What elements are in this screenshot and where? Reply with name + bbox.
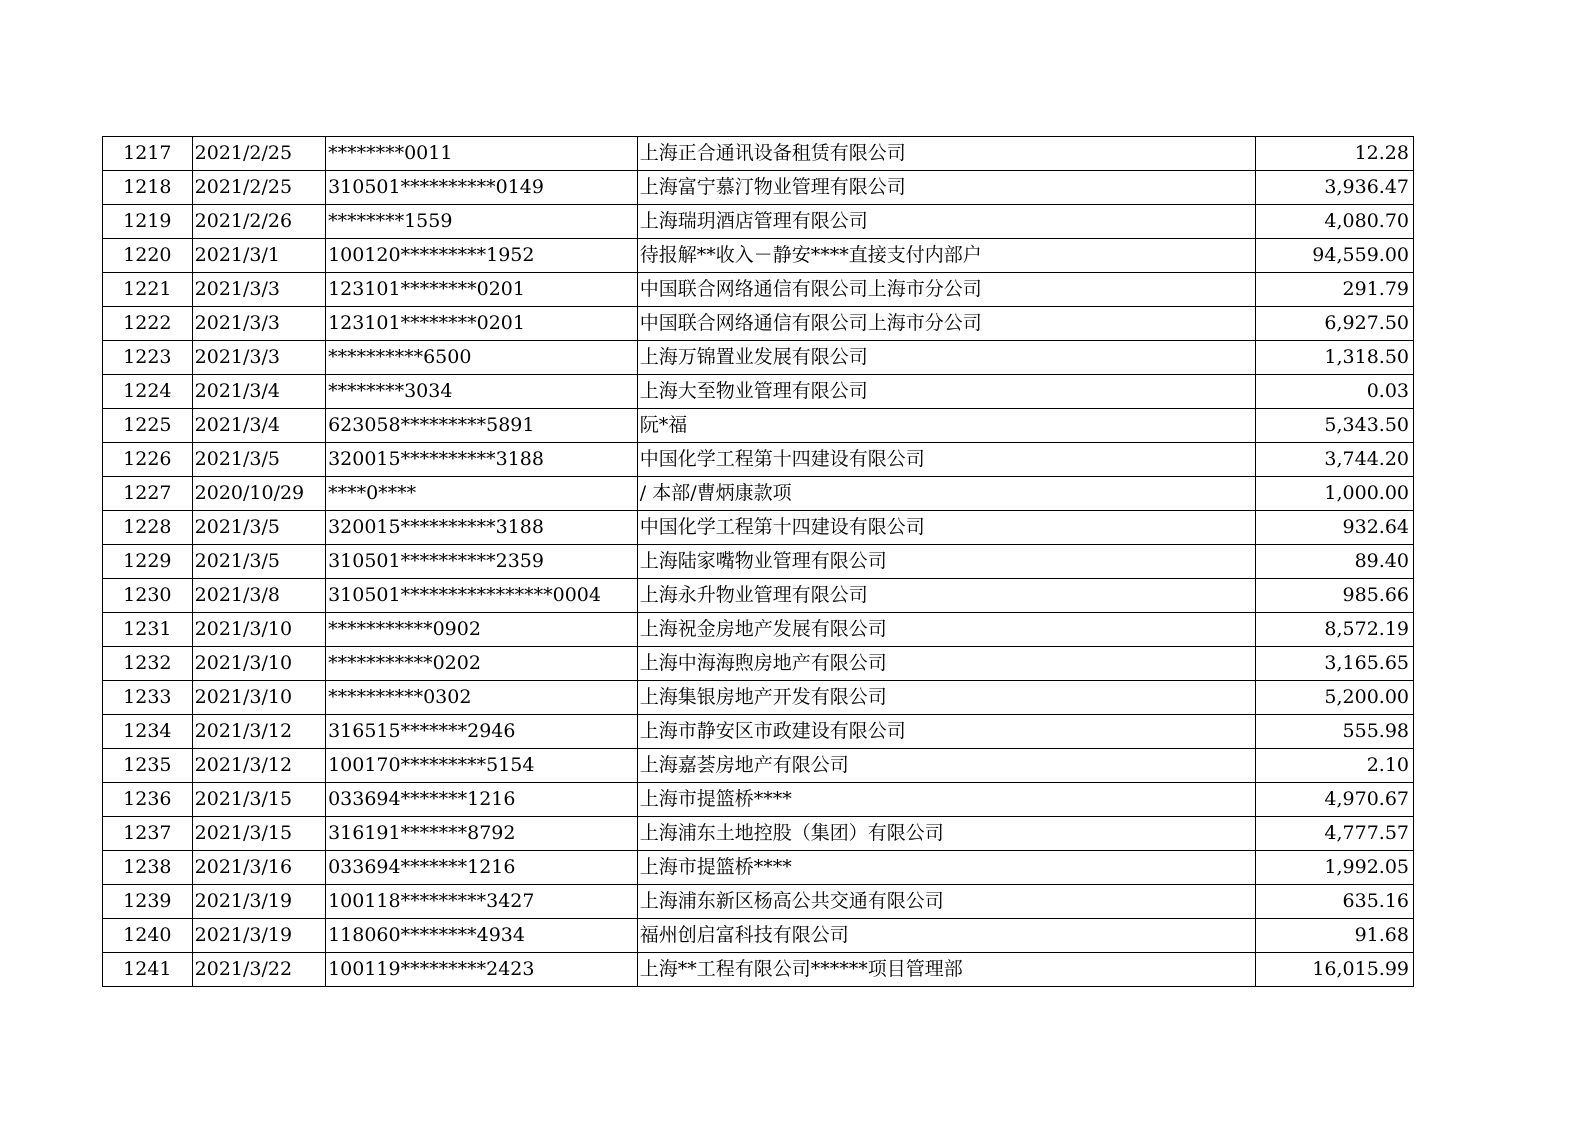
table-row <box>103 409 1414 443</box>
table-row <box>103 545 1414 579</box>
table-row <box>103 239 1414 273</box>
date-cell: 2021/3/22 <box>192 953 325 987</box>
account-number-cell: 118060********4934 <box>326 919 638 953</box>
account-number-cell: 100170*********5154 <box>326 749 638 783</box>
table-row <box>103 579 1414 613</box>
date-cell: 2021/3/3 <box>192 341 325 375</box>
row-number-cell: 1217 <box>103 137 193 171</box>
payer-name-cell: 上海正合通讯设备租赁有限公司 <box>637 137 1255 171</box>
table-row <box>103 851 1414 885</box>
payer-name-cell: 中国化学工程第十四建设有限公司 <box>637 443 1255 477</box>
table-row <box>103 273 1414 307</box>
amount-cell: 3,936.47 <box>1256 171 1414 205</box>
amount-cell: 5,343.50 <box>1256 409 1414 443</box>
date-cell: 2021/2/26 <box>192 205 325 239</box>
date-cell: 2021/3/8 <box>192 579 325 613</box>
amount-cell: 291.79 <box>1256 273 1414 307</box>
payer-name-cell: 上海富宁慕汀物业管理有限公司 <box>637 171 1255 205</box>
table-row <box>103 749 1414 783</box>
table-row <box>103 511 1414 545</box>
payer-name-cell: 上海集银房地产开发有限公司 <box>637 681 1255 715</box>
row-number-cell: 1236 <box>103 783 193 817</box>
date-cell: 2021/3/1 <box>192 239 325 273</box>
account-number-cell: 100120*********1952 <box>326 239 638 273</box>
account-number-cell: ********1559 <box>326 205 638 239</box>
payer-name-cell: 上海瑞玥酒店管理有限公司 <box>637 205 1255 239</box>
account-number-cell: **********6500 <box>326 341 638 375</box>
amount-cell: 3,165.65 <box>1256 647 1414 681</box>
amount-cell: 2.10 <box>1256 749 1414 783</box>
row-number-cell: 1222 <box>103 307 193 341</box>
amount-cell: 12.28 <box>1256 137 1414 171</box>
amount-cell: 8,572.19 <box>1256 613 1414 647</box>
amount-cell: 16,015.99 <box>1256 953 1414 987</box>
amount-cell: 6,927.50 <box>1256 307 1414 341</box>
row-number-cell: 1234 <box>103 715 193 749</box>
account-number-cell: 033694*******1216 <box>326 851 638 885</box>
table-row <box>103 613 1414 647</box>
row-number-cell: 1239 <box>103 885 193 919</box>
table-row <box>103 919 1414 953</box>
amount-cell: 0.03 <box>1256 375 1414 409</box>
amount-cell: 555.98 <box>1256 715 1414 749</box>
row-number-cell: 1219 <box>103 205 193 239</box>
date-cell: 2020/10/29 <box>192 477 325 511</box>
row-number-cell: 1240 <box>103 919 193 953</box>
row-number-cell: 1226 <box>103 443 193 477</box>
amount-cell: 1,318.50 <box>1256 341 1414 375</box>
amount-cell: 3,744.20 <box>1256 443 1414 477</box>
row-number-cell: 1218 <box>103 171 193 205</box>
row-number-cell: 1225 <box>103 409 193 443</box>
date-cell: 2021/3/19 <box>192 885 325 919</box>
account-number-cell: ***********0202 <box>326 647 638 681</box>
date-cell: 2021/3/5 <box>192 511 325 545</box>
amount-cell: 985.66 <box>1256 579 1414 613</box>
row-number-cell: 1238 <box>103 851 193 885</box>
payer-name-cell: 上海陆家嘴物业管理有限公司 <box>637 545 1255 579</box>
row-number-cell: 1231 <box>103 613 193 647</box>
amount-cell: 5,200.00 <box>1256 681 1414 715</box>
date-cell: 2021/3/4 <box>192 375 325 409</box>
payer-name-cell: 上海浦东新区杨高公共交通有限公司 <box>637 885 1255 919</box>
payer-name-cell: 上海浦东土地控股（集团）有限公司 <box>637 817 1255 851</box>
account-number-cell: ***********0902 <box>326 613 638 647</box>
payer-name-cell: 上海**工程有限公司******项目管理部 <box>637 953 1255 987</box>
payer-name-cell: 上海万锦置业发展有限公司 <box>637 341 1255 375</box>
table-row <box>103 817 1414 851</box>
payer-name-cell: 上海永升物业管理有限公司 <box>637 579 1255 613</box>
row-number-cell: 1235 <box>103 749 193 783</box>
row-number-cell: 1237 <box>103 817 193 851</box>
date-cell: 2021/3/3 <box>192 307 325 341</box>
amount-cell: 1,000.00 <box>1256 477 1414 511</box>
date-cell: 2021/3/12 <box>192 715 325 749</box>
table-row <box>103 307 1414 341</box>
account-number-cell: ********3034 <box>326 375 638 409</box>
payer-name-cell: 中国联合网络通信有限公司上海市分公司 <box>637 273 1255 307</box>
data-table <box>102 136 1414 987</box>
date-cell: 2021/3/4 <box>192 409 325 443</box>
payer-name-cell: 上海市提篮桥**** <box>637 783 1255 817</box>
date-cell: 2021/3/5 <box>192 545 325 579</box>
date-cell: 2021/2/25 <box>192 171 325 205</box>
account-number-cell: 310501****************0004 <box>326 579 638 613</box>
table-row <box>103 715 1414 749</box>
table-row <box>103 341 1414 375</box>
date-cell: 2021/3/15 <box>192 817 325 851</box>
table-row <box>103 885 1414 919</box>
table-row <box>103 375 1414 409</box>
table-body <box>103 137 1414 987</box>
amount-cell: 89.40 <box>1256 545 1414 579</box>
row-number-cell: 1227 <box>103 477 193 511</box>
amount-cell: 4,777.57 <box>1256 817 1414 851</box>
payer-name-cell: 中国联合网络通信有限公司上海市分公司 <box>637 307 1255 341</box>
payer-name-cell: 待报解**收入－静安****直接支付内部户 <box>637 239 1255 273</box>
account-number-cell: 310501**********2359 <box>326 545 638 579</box>
account-number-cell: ********0011 <box>326 137 638 171</box>
row-number-cell: 1229 <box>103 545 193 579</box>
account-number-cell: 623058*********5891 <box>326 409 638 443</box>
table-row <box>103 137 1414 171</box>
table-row <box>103 477 1414 511</box>
payer-name-cell: 上海市静安区市政建设有限公司 <box>637 715 1255 749</box>
payer-name-cell: 上海大至物业管理有限公司 <box>637 375 1255 409</box>
payer-name-cell: 福州创启富科技有限公司 <box>637 919 1255 953</box>
table-row <box>103 205 1414 239</box>
payer-name-cell: 上海嘉荟房地产有限公司 <box>637 749 1255 783</box>
account-number-cell: 100119*********2423 <box>326 953 638 987</box>
account-number-cell: 316515*******2946 <box>326 715 638 749</box>
row-number-cell: 1233 <box>103 681 193 715</box>
table-row <box>103 953 1414 987</box>
amount-cell: 4,080.70 <box>1256 205 1414 239</box>
row-number-cell: 1228 <box>103 511 193 545</box>
date-cell: 2021/3/10 <box>192 647 325 681</box>
account-number-cell: 033694*******1216 <box>326 783 638 817</box>
account-number-cell: 320015**********3188 <box>326 511 638 545</box>
date-cell: 2021/3/19 <box>192 919 325 953</box>
row-number-cell: 1221 <box>103 273 193 307</box>
payer-name-cell: 上海祝金房地产发展有限公司 <box>637 613 1255 647</box>
row-number-cell: 1230 <box>103 579 193 613</box>
date-cell: 2021/3/3 <box>192 273 325 307</box>
amount-cell: 1,992.05 <box>1256 851 1414 885</box>
account-number-cell: 123101********0201 <box>326 307 638 341</box>
payer-name-cell: / 本部/曹炳康款项 <box>637 477 1255 511</box>
table-row <box>103 783 1414 817</box>
amount-cell: 4,970.67 <box>1256 783 1414 817</box>
row-number-cell: 1224 <box>103 375 193 409</box>
account-number-cell: ****0**** <box>326 477 638 511</box>
amount-cell: 932.64 <box>1256 511 1414 545</box>
table-row <box>103 443 1414 477</box>
payer-name-cell: 上海市提篮桥**** <box>637 851 1255 885</box>
date-cell: 2021/3/12 <box>192 749 325 783</box>
amount-cell: 94,559.00 <box>1256 239 1414 273</box>
account-number-cell: 310501**********0149 <box>326 171 638 205</box>
date-cell: 2021/3/5 <box>192 443 325 477</box>
amount-cell: 635.16 <box>1256 885 1414 919</box>
date-cell: 2021/3/10 <box>192 681 325 715</box>
date-cell: 2021/3/16 <box>192 851 325 885</box>
payer-name-cell: 中国化学工程第十四建设有限公司 <box>637 511 1255 545</box>
row-number-cell: 1220 <box>103 239 193 273</box>
account-number-cell: 123101********0201 <box>326 273 638 307</box>
table-row <box>103 647 1414 681</box>
row-number-cell: 1223 <box>103 341 193 375</box>
account-number-cell: 100118*********3427 <box>326 885 638 919</box>
account-number-cell: 320015**********3188 <box>326 443 638 477</box>
row-number-cell: 1241 <box>103 953 193 987</box>
amount-cell: 91.68 <box>1256 919 1414 953</box>
account-number-cell: **********0302 <box>326 681 638 715</box>
date-cell: 2021/3/15 <box>192 783 325 817</box>
date-cell: 2021/3/10 <box>192 613 325 647</box>
date-cell: 2021/2/25 <box>192 137 325 171</box>
payer-name-cell: 上海中海海煦房地产有限公司 <box>637 647 1255 681</box>
payer-name-cell: 阮*福 <box>637 409 1255 443</box>
table-row <box>103 681 1414 715</box>
row-number-cell: 1232 <box>103 647 193 681</box>
table-row <box>103 171 1414 205</box>
account-number-cell: 316191*******8792 <box>326 817 638 851</box>
